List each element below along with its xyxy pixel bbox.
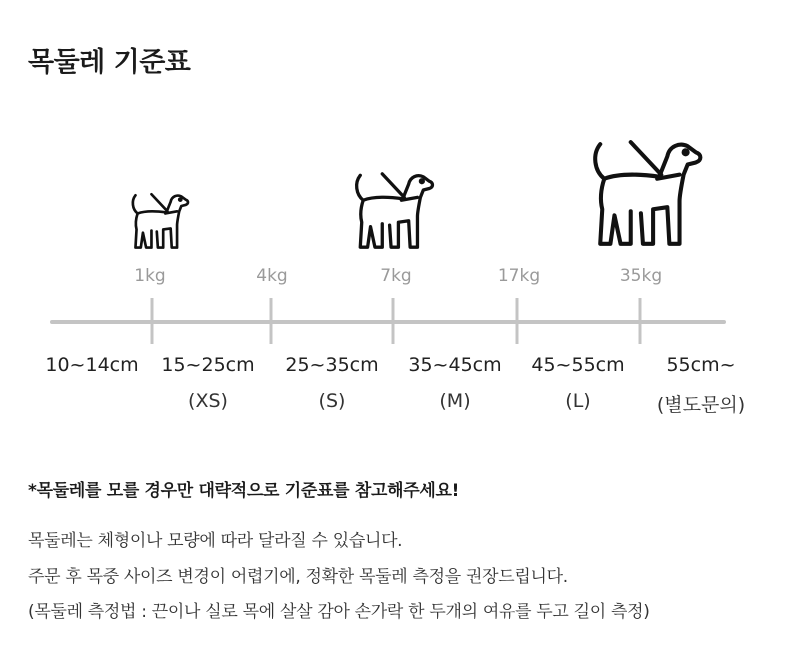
weight-label: 7kg xyxy=(380,266,412,286)
weight-label: 17kg xyxy=(497,266,541,286)
dog-medium-icon xyxy=(350,168,438,256)
size-label: (XS) xyxy=(188,390,228,412)
scale-tick xyxy=(516,298,519,344)
info-line: 주문 후 목중 사이즈 변경이 어렵기에, 정확한 목둘레 측정을 권장드립니다. xyxy=(28,567,568,587)
info-line: 목둘레는 체형이나 모량에 따라 달라질 수 있습니다. xyxy=(28,531,403,551)
dog-small-icon xyxy=(128,190,192,254)
range-label: 10~14cm xyxy=(45,354,139,376)
scale-tick xyxy=(639,298,642,344)
size-label: (M) xyxy=(439,390,471,412)
size-label: (S) xyxy=(318,390,346,412)
info-line: (목둘레 측정법 : 끈이나 실로 목에 살살 감아 손가락 한 두개의 여유를 두고 길이 측정) xyxy=(28,602,650,622)
page-title: 목둘레 기준표 xyxy=(28,47,191,78)
range-label: 15~25cm xyxy=(161,354,255,376)
size-label: (별도문의) xyxy=(656,394,746,416)
range-label: 35~45cm xyxy=(408,354,502,376)
range-label: 25~35cm xyxy=(285,354,379,376)
scale-tick xyxy=(392,298,395,344)
size-label: (L) xyxy=(565,390,591,412)
weight-label: 4kg xyxy=(256,266,288,286)
weight-label: 35kg xyxy=(619,266,663,286)
weight-label: 1kg xyxy=(134,266,166,286)
scale-tick xyxy=(270,298,273,344)
guide-note: *목둘레를 모를 경우만 대략적으로 기준표를 참고해주세요! xyxy=(28,481,460,501)
range-label: 55cm~ xyxy=(666,354,736,376)
dog-large-icon xyxy=(586,134,708,256)
range-label: 45~55cm xyxy=(531,354,625,376)
scale-tick xyxy=(151,298,154,344)
